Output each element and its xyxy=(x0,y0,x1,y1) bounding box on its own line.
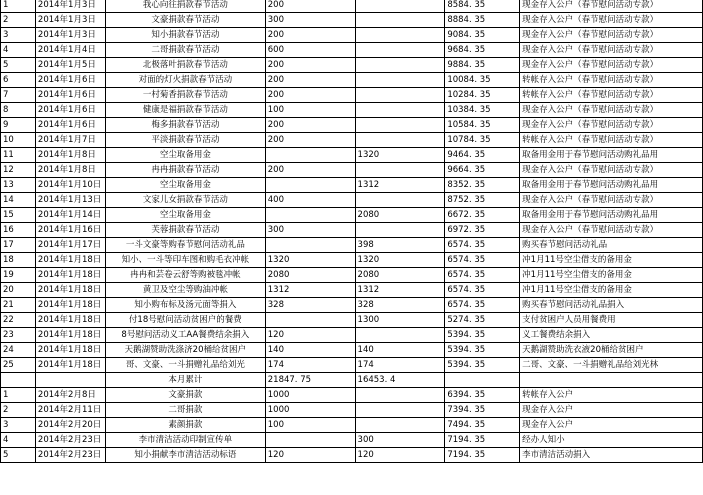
cell-date[interactable]: 2014年1月18日 xyxy=(35,283,105,298)
cell-expense[interactable]: 1320 xyxy=(355,253,445,268)
table-row xyxy=(1,253,703,268)
table-row xyxy=(1,268,703,283)
cell-seq[interactable]: 22 xyxy=(1,313,36,328)
cell-expense[interactable]: 1312 xyxy=(355,178,445,193)
cell-note[interactable]: 现金存入公户（春节慰问活动专款） xyxy=(520,163,703,178)
table-row xyxy=(1,148,703,163)
cell-seq[interactable]: 20 xyxy=(1,283,36,298)
cell-expense[interactable] xyxy=(355,88,445,103)
cell-summary[interactable]: 二哥捐款 xyxy=(105,403,265,418)
cell-seq[interactable]: 1 xyxy=(1,388,36,403)
table-row xyxy=(1,73,703,88)
cell-summary[interactable]: 知小购布标及汤元面等捐入 xyxy=(105,298,265,313)
cell-summary[interactable]: 8号慰问活动义工AA餐费结余捐入 xyxy=(105,328,265,343)
cell-expense[interactable] xyxy=(355,58,445,73)
cell-note[interactable]: 天鹅湖赞助洗衣液20桶给贫困户 xyxy=(520,343,703,358)
cell-date[interactable]: 2014年1月17日 xyxy=(35,238,105,253)
cell-balance[interactable]: 7494. 35 xyxy=(445,418,520,433)
cell-balance[interactable]: 6574. 35 xyxy=(445,238,520,253)
cell-date[interactable]: 2014年1月3日 xyxy=(35,0,105,13)
cell-expense[interactable]: 300 xyxy=(355,433,445,448)
cell-note[interactable]: 购买春节慰问活动礼品捐入 xyxy=(520,298,703,313)
cell-seq[interactable]: 4 xyxy=(1,433,36,448)
cell-date[interactable]: 2014年1月6日 xyxy=(35,73,105,88)
cell-seq[interactable]: 18 xyxy=(1,253,36,268)
cell-note[interactable]: 义工餐费结余捐入 xyxy=(520,328,703,343)
cell-summary[interactable]: 对面的灯火捐款春节活动 xyxy=(105,73,265,88)
cell-balance[interactable]: 6672. 35 xyxy=(445,208,520,223)
cell-summary[interactable]: 天鹅湖赞助洗涤济20桶给贫困户 xyxy=(105,343,265,358)
table-row xyxy=(1,223,703,238)
cell-note[interactable]: 冲1月11号空尘借支的备用金 xyxy=(520,253,703,268)
cell-income[interactable]: 120 xyxy=(265,448,355,463)
cell-income[interactable]: 200 xyxy=(265,163,355,178)
cell-balance[interactable]: 9464. 35 xyxy=(445,148,520,163)
cell-seq[interactable]: 6 xyxy=(1,73,36,88)
cell-date[interactable]: 2014年1月5日 xyxy=(35,58,105,73)
cell-summary[interactable]: 平淡捐款春节活动 xyxy=(105,133,265,148)
cell-expense[interactable] xyxy=(355,418,445,433)
cell-date[interactable]: 2014年1月18日 xyxy=(35,313,105,328)
cell-summary[interactable]: 冉冉和芸卷云舒等购被毯冲帐 xyxy=(105,268,265,283)
cell-income[interactable]: 200 xyxy=(265,58,355,73)
cell-expense[interactable]: 398 xyxy=(355,238,445,253)
cell-note[interactable]: 二哥、文豪、一斗捐赠礼品给刘光林 xyxy=(520,358,703,373)
cell-seq[interactable]: 14 xyxy=(1,193,36,208)
table-row xyxy=(1,388,703,403)
cell-seq[interactable]: 24 xyxy=(1,343,36,358)
cell-seq[interactable]: 1 xyxy=(1,0,36,13)
table-row xyxy=(1,58,703,73)
cell-summary[interactable]: 哥、文豪、一斗捐赠礼品给刘光 xyxy=(105,358,265,373)
table-row xyxy=(1,178,703,193)
cell-expense[interactable] xyxy=(355,133,445,148)
cell-income[interactable]: 200 xyxy=(265,0,355,13)
cell-balance[interactable]: 9664. 35 xyxy=(445,163,520,178)
cell-note[interactable]: 转帐存入公户 xyxy=(520,388,703,403)
cell-note[interactable]: 现金存入公户 xyxy=(520,403,703,418)
cell-balance[interactable]: 10784. 35 xyxy=(445,133,520,148)
cell-balance[interactable]: 10584. 35 xyxy=(445,118,520,133)
table-row xyxy=(1,343,703,358)
cell-summary[interactable]: 知小捐献李市清洁活动标语 xyxy=(105,448,265,463)
cell-note[interactable]: 现金存入公户（春节慰问活动专款） xyxy=(520,43,703,58)
cell-note[interactable]: 支付贫困户人员用餐费用 xyxy=(520,313,703,328)
cell-expense[interactable]: 2080 xyxy=(355,208,445,223)
cell-income[interactable] xyxy=(265,433,355,448)
table-row xyxy=(1,433,703,448)
cell-balance[interactable]: 5394. 35 xyxy=(445,358,520,373)
cell-income[interactable]: 1000 xyxy=(265,388,355,403)
cell-balance[interactable]: 6574. 35 xyxy=(445,283,520,298)
cell-seq[interactable]: 4 xyxy=(1,43,36,58)
cell-seq[interactable] xyxy=(1,373,36,388)
cell-summary[interactable]: 李市清洁活动印制宣传单 xyxy=(105,433,265,448)
cell-date[interactable]: 2014年2月23日 xyxy=(35,433,105,448)
table-row xyxy=(1,133,703,148)
table-row xyxy=(1,238,703,253)
cell-income[interactable]: 328 xyxy=(265,298,355,313)
cell-balance[interactable]: 8752. 35 xyxy=(445,193,520,208)
cell-seq[interactable]: 7 xyxy=(1,88,36,103)
cell-income[interactable]: 200 xyxy=(265,118,355,133)
cell-date[interactable]: 2014年1月3日 xyxy=(35,13,105,28)
cell-expense[interactable]: 1320 xyxy=(355,148,445,163)
cell-date[interactable]: 2014年1月4日 xyxy=(35,43,105,58)
cell-expense[interactable] xyxy=(355,73,445,88)
cell-expense[interactable] xyxy=(355,13,445,28)
cell-expense[interactable]: 140 xyxy=(355,343,445,358)
cell-date[interactable]: 2014年1月18日 xyxy=(35,268,105,283)
cell-date[interactable]: 2014年1月6日 xyxy=(35,103,105,118)
table-row xyxy=(1,28,703,43)
cell-income[interactable]: 200 xyxy=(265,28,355,43)
cell-date[interactable] xyxy=(35,373,105,388)
cell-summary[interactable]: 知小捐款春节活动 xyxy=(105,28,265,43)
cell-note[interactable]: 冲1月11号空尘借支的备用金 xyxy=(520,283,703,298)
cell-expense[interactable] xyxy=(355,118,445,133)
cell-income[interactable]: 300 xyxy=(265,223,355,238)
cell-date[interactable]: 2014年1月14日 xyxy=(35,208,105,223)
cell-seq[interactable]: 3 xyxy=(1,28,36,43)
cell-balance[interactable]: 5394. 35 xyxy=(445,343,520,358)
cell-balance[interactable]: 10284. 35 xyxy=(445,88,520,103)
cell-note[interactable]: 现金存入公户（春节慰问活动专款） xyxy=(520,103,703,118)
cell-income[interactable]: 200 xyxy=(265,88,355,103)
cell-expense[interactable]: 2080 xyxy=(355,268,445,283)
cell-summary[interactable]: 芙蓉捐款春节活动 xyxy=(105,223,265,238)
cell-note[interactable]: 现金存入公户（春节慰问活动专款） xyxy=(520,28,703,43)
cell-summary[interactable]: 空尘取备用金 xyxy=(105,178,265,193)
cell-summary[interactable]: 北极落叶捐款春节活动 xyxy=(105,58,265,73)
cell-seq[interactable]: 11 xyxy=(1,148,36,163)
cell-summary[interactable]: 冉冉捐款春节活动 xyxy=(105,163,265,178)
total-summary[interactable]: 本月累计 xyxy=(105,373,265,388)
cell-summary[interactable]: 梅多捐款春节活动 xyxy=(105,118,265,133)
cell-summary[interactable]: 空尘取备用金 xyxy=(105,208,265,223)
table-row xyxy=(1,358,703,373)
cell-note[interactable]: 转帐存入公户（春节慰问活动专款） xyxy=(520,88,703,103)
cell-summary[interactable]: 文豪捐款春节活动 xyxy=(105,13,265,28)
cell-date[interactable]: 2014年1月8日 xyxy=(35,163,105,178)
table-row xyxy=(1,283,703,298)
cell-seq[interactable]: 23 xyxy=(1,328,36,343)
cell-summary[interactable]: 黄卫及空尘等购油冲帐 xyxy=(105,283,265,298)
cell-seq[interactable]: 10 xyxy=(1,133,36,148)
cell-note[interactable]: 经办人知小 xyxy=(520,433,703,448)
table-row xyxy=(1,43,703,58)
cell-balance[interactable]: 6574. 35 xyxy=(445,298,520,313)
cell-expense[interactable] xyxy=(355,223,445,238)
total-expense[interactable]: 16453. 4 xyxy=(355,373,445,388)
ledger-body xyxy=(1,0,703,463)
cell-note[interactable] xyxy=(520,373,703,388)
cell-balance[interactable]: 9084. 35 xyxy=(445,28,520,43)
cell-note[interactable]: 李市清洁活动捐入 xyxy=(520,448,703,463)
cell-note[interactable]: 现金存入公户（春节慰问活动专款） xyxy=(520,118,703,133)
cell-income[interactable]: 2080 xyxy=(265,268,355,283)
cell-note[interactable]: 取备用金用于春节慰问活动购礼品用 xyxy=(520,208,703,223)
cell-date[interactable]: 2014年2月20日 xyxy=(35,418,105,433)
cell-date[interactable]: 2014年1月18日 xyxy=(35,328,105,343)
table-row xyxy=(1,313,703,328)
table-row xyxy=(1,208,703,223)
cell-balance[interactable]: 5274. 35 xyxy=(445,313,520,328)
cell-note[interactable]: 取备用金用于春节慰问活动购礼品用 xyxy=(520,148,703,163)
cell-summary[interactable]: 二哥捐款春节活动 xyxy=(105,43,265,58)
cell-expense[interactable] xyxy=(355,28,445,43)
table-row xyxy=(1,13,703,28)
cell-seq[interactable]: 17 xyxy=(1,238,36,253)
cell-income[interactable]: 100 xyxy=(265,418,355,433)
cell-seq[interactable]: 16 xyxy=(1,223,36,238)
cell-summary[interactable]: 空尘取备用金 xyxy=(105,148,265,163)
cell-date[interactable]: 2014年1月16日 xyxy=(35,223,105,238)
cell-income[interactable] xyxy=(265,208,355,223)
cell-date[interactable]: 2014年1月18日 xyxy=(35,358,105,373)
cell-seq[interactable]: 5 xyxy=(1,448,36,463)
cell-date[interactable]: 2014年1月6日 xyxy=(35,118,105,133)
cell-seq[interactable]: 8 xyxy=(1,103,36,118)
cell-expense[interactable]: 1300 xyxy=(355,313,445,328)
cell-note[interactable]: 转帐存入公户（春节慰问活动专款） xyxy=(520,133,703,148)
cell-balance[interactable]: 9884. 35 xyxy=(445,58,520,73)
cell-note[interactable]: 冲1月11号空尘借支的备用金 xyxy=(520,268,703,283)
cell-summary[interactable]: 一村菊香捐款春节活动 xyxy=(105,88,265,103)
cell-income[interactable]: 140 xyxy=(265,343,355,358)
cell-seq[interactable]: 9 xyxy=(1,118,36,133)
cell-income[interactable] xyxy=(265,178,355,193)
cell-balance[interactable]: 8352. 35 xyxy=(445,178,520,193)
total-row xyxy=(1,373,703,388)
cell-expense[interactable] xyxy=(355,163,445,178)
table-row xyxy=(1,88,703,103)
cell-expense[interactable]: 328 xyxy=(355,298,445,313)
cell-seq[interactable]: 2 xyxy=(1,403,36,418)
cell-expense[interactable] xyxy=(355,403,445,418)
cell-note[interactable]: 现金存入公户（春节慰问活动专款） xyxy=(520,0,703,13)
cell-income[interactable] xyxy=(265,313,355,328)
cell-seq[interactable]: 2 xyxy=(1,13,36,28)
cell-balance[interactable]: 6394. 35 xyxy=(445,388,520,403)
cell-income[interactable]: 300 xyxy=(265,13,355,28)
cell-summary[interactable]: 素颜捐款 xyxy=(105,418,265,433)
cell-income[interactable]: 120 xyxy=(265,328,355,343)
cell-summary[interactable]: 付18号慰问活动贫困户的餐费 xyxy=(105,313,265,328)
cell-date[interactable]: 2014年1月18日 xyxy=(35,343,105,358)
cell-note[interactable]: 现金存入公户 xyxy=(520,418,703,433)
cell-seq[interactable]: 21 xyxy=(1,298,36,313)
cell-balance[interactable]: 5394. 35 xyxy=(445,328,520,343)
cell-summary[interactable]: 知小、一斗等印车图和购毛衣冲帐 xyxy=(105,253,265,268)
cell-income[interactable]: 100 xyxy=(265,103,355,118)
cell-seq[interactable]: 13 xyxy=(1,178,36,193)
cell-note[interactable]: 转帐存入公户（春节慰问活动专款） xyxy=(520,73,703,88)
cell-note[interactable]: 购买春节慰问活动礼品 xyxy=(520,238,703,253)
cell-balance[interactable]: 6574. 35 xyxy=(445,253,520,268)
cell-expense[interactable] xyxy=(355,193,445,208)
cell-income[interactable]: 1312 xyxy=(265,283,355,298)
table-row xyxy=(1,298,703,313)
cell-date[interactable]: 2014年2月11日 xyxy=(35,403,105,418)
table-row xyxy=(1,0,703,13)
cell-expense[interactable]: 120 xyxy=(355,448,445,463)
cell-balance[interactable]: 7394. 35 xyxy=(445,403,520,418)
cell-date[interactable]: 2014年1月6日 xyxy=(35,88,105,103)
cell-income[interactable]: 200 xyxy=(265,73,355,88)
cell-balance[interactable] xyxy=(445,373,520,388)
cell-income[interactable]: 200 xyxy=(265,133,355,148)
cell-date[interactable]: 2014年1月8日 xyxy=(35,148,105,163)
cell-note[interactable]: 现金存入公户（春节慰问活动专款） xyxy=(520,13,703,28)
cell-seq[interactable]: 25 xyxy=(1,358,36,373)
cell-seq[interactable]: 5 xyxy=(1,58,36,73)
table-row xyxy=(1,103,703,118)
cell-date[interactable]: 2014年1月10日 xyxy=(35,178,105,193)
cell-expense[interactable] xyxy=(355,388,445,403)
table-row xyxy=(1,193,703,208)
cell-seq[interactable]: 19 xyxy=(1,268,36,283)
cell-balance[interactable]: 6972. 35 xyxy=(445,223,520,238)
total-income[interactable]: 21847. 75 xyxy=(265,373,355,388)
cell-note[interactable]: 现金存入公户（春节慰问活动专款） xyxy=(520,193,703,208)
table-row xyxy=(1,448,703,463)
cell-date[interactable]: 2014年1月3日 xyxy=(35,28,105,43)
cell-expense[interactable]: 1312 xyxy=(355,283,445,298)
cell-expense[interactable] xyxy=(355,328,445,343)
cell-summary[interactable]: 健康是福捐款春节活动 xyxy=(105,103,265,118)
cell-note[interactable]: 现金存入公户（春节慰问活动专款） xyxy=(520,223,703,238)
cell-expense[interactable] xyxy=(355,103,445,118)
cell-date[interactable]: 2014年1月18日 xyxy=(35,253,105,268)
cell-date[interactable]: 2014年1月13日 xyxy=(35,193,105,208)
cell-income[interactable] xyxy=(265,148,355,163)
table-row xyxy=(1,418,703,433)
cell-balance[interactable]: 6574. 35 xyxy=(445,268,520,283)
cell-date[interactable]: 2014年2月23日 xyxy=(35,448,105,463)
cell-summary[interactable]: 文豪捐款 xyxy=(105,388,265,403)
cell-balance[interactable]: 10084. 35 xyxy=(445,73,520,88)
cell-seq[interactable]: 3 xyxy=(1,418,36,433)
table-row xyxy=(1,403,703,418)
cell-income[interactable]: 400 xyxy=(265,193,355,208)
cell-balance[interactable]: 7194. 35 xyxy=(445,433,520,448)
cell-expense[interactable] xyxy=(355,0,445,13)
cell-summary[interactable]: 我心向往捐款春节活动 xyxy=(105,0,265,13)
cell-note[interactable]: 现金存入公户（春节慰问活动专款） xyxy=(520,58,703,73)
cell-income[interactable]: 1000 xyxy=(265,403,355,418)
table-row xyxy=(1,163,703,178)
cell-balance[interactable]: 10384. 35 xyxy=(445,103,520,118)
cell-balance[interactable]: 8884. 35 xyxy=(445,13,520,28)
cell-seq[interactable]: 15 xyxy=(1,208,36,223)
cell-income[interactable] xyxy=(265,238,355,253)
cell-balance[interactable]: 8584. 35 xyxy=(445,0,520,13)
cell-expense[interactable]: 174 xyxy=(355,358,445,373)
cell-summary[interactable]: 文家儿女捐款春节活动 xyxy=(105,193,265,208)
cell-date[interactable]: 2014年2月8日 xyxy=(35,388,105,403)
cell-balance[interactable]: 9684. 35 xyxy=(445,43,520,58)
cell-seq[interactable]: 12 xyxy=(1,163,36,178)
cell-date[interactable]: 2014年1月7日 xyxy=(35,133,105,148)
cell-income[interactable]: 174 xyxy=(265,358,355,373)
cell-date[interactable]: 2014年1月18日 xyxy=(35,298,105,313)
cell-income[interactable]: 600 xyxy=(265,43,355,58)
cell-income[interactable]: 1320 xyxy=(265,253,355,268)
cell-balance[interactable]: 7194. 35 xyxy=(445,448,520,463)
cell-summary[interactable]: 一斗文豪等购春节慰问活动礼品 xyxy=(105,238,265,253)
cell-note[interactable]: 取备用金用于春节慰问活动购礼品用 xyxy=(520,178,703,193)
table-row xyxy=(1,118,703,133)
table-row xyxy=(1,328,703,343)
cell-expense[interactable] xyxy=(355,43,445,58)
